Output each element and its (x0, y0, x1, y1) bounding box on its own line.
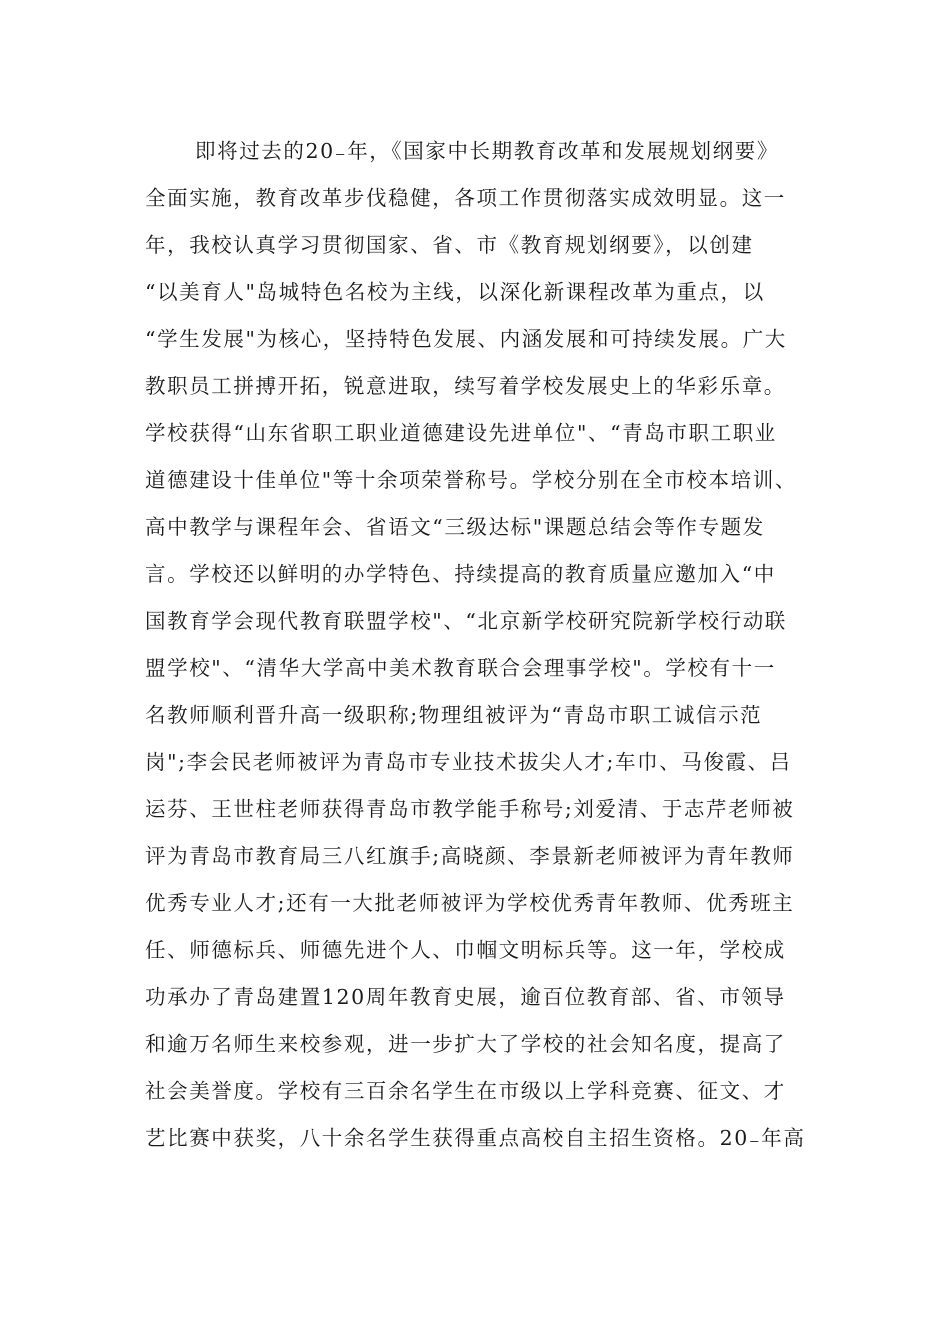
text-line: 道德建设十佳单位"等十余项荣誉称号。学校分别在全市校本培训、 (145, 468, 797, 492)
text-line: 和逾万名师生来校参观，进一步扩大了学校的社会知名度，提高了 (145, 1032, 786, 1056)
text-line: 社会美誉度。学校有三百余名学生在市级以上学科竞赛、征文、才 (145, 1079, 786, 1103)
text-line: “学生发展"为核心，坚持特色发展、内涵发展和可持续发展。广大 (145, 327, 787, 351)
text-line: 名教师顺利晋升高一级职称;物理组被评为“青岛市职工诚信示范 (145, 703, 763, 727)
text-line: 功承办了青岛建置120周年教育史展，逾百位教育部、省、市领导 (145, 985, 786, 1009)
text-line: 盟学校"、“清华大学高中美术教育联合会理事学校"。学校有十一 (145, 656, 776, 680)
text-line: 评为青岛市教育局三八红旗手;高晓颜、李景新老师被评为青年教师 (145, 844, 795, 868)
text-line: “以美育人"岛城特色名校为主线，以深化新课程改革为重点，以 (145, 280, 765, 304)
text-line: 国教育学会现代教育联盟学校"、“北京新学校研究院新学校行动联 (145, 609, 787, 633)
text-line: 全面实施，教育改革步伐稳健，各项工作贯彻落实成效明显。这一 (145, 186, 786, 210)
text-line: 运芬、王世柱老师获得青岛市教学能手称号;刘爱清、于志芹老师被 (145, 797, 795, 821)
text-line: 优秀专业人才;还有一大批老师被评为学校优秀青年教师、优秀班主 (145, 891, 795, 915)
text-line: 艺比赛中获奖，八十余名学生获得重点高校自主招生资格。20₋年高 (145, 1126, 806, 1150)
text-line: 教职员工拼搏开拓，锐意进取，续写着学校发展史上的华彩乐章。 (145, 374, 786, 398)
body-paragraph (145, 133, 805, 1167)
text-line: 即将过去的20₋年，《国家中长期教育改革和发展规划纲要》 (195, 139, 779, 163)
text-line: 任、师德标兵、师德先进个人、巾帼文明标兵等。这一年，学校成 (145, 938, 786, 962)
text-line: 言。学校还以鲜明的办学特色、持续提高的教育质量应邀加入“中 (145, 562, 776, 586)
text-line: 年，我校认真学习贯彻国家、省、市《教育规划纲要》，以创建 (145, 233, 754, 257)
text-line: 学校获得“山东省职工职业道德建设先进单位"、“青岛市职工职业 (145, 421, 777, 445)
text-line: 高中教学与课程年会、省语文“三级达标"课题总结会等作专题发 (145, 515, 765, 539)
text-line: 岗";李会民老师被评为青岛市专业技术拔尖人才;车巾、马俊霞、吕 (145, 750, 792, 774)
